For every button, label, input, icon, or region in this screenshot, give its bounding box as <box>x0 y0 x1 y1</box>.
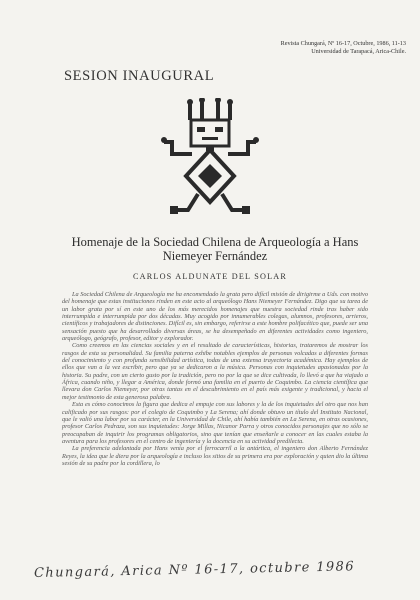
author-name: CARLOS ALDUNATE DEL SOLAR <box>132 272 288 281</box>
paragraph: La Sociedad Chilena de Arqueología me ha encomendado la grata pero difícil misión de dirigirme a Uds. con motivo del homenaje que estas instituciones rinden en este acto al arqueólogo Hans Niemeyer Fernández. Digo que su tarea de un labor grata por sí en este uno de los más merecidos homenajes que nuestra sociedad rinde tras haber sido interrumpida e ínterrumpida por dos décadas. Muy acogido por innumerables colegas, alumnos, profesores, arrieros, científicos y trabajadores de distinciones. Difícil es, sin embargo, referirse a este hombre polifacético que, puede ser una sensación puesto que ha desarrollado diversas áreas, se ha desempeñado en diferentes actividades como ingeniero, arqueólogo, geógrafo, profesor, editor y explorador. <box>62 291 368 343</box>
section-title: SESION INAUGURAL <box>64 68 215 84</box>
citation-line-1: Revista Chungará, Nº 16-17, Octubre, 1986, 11-13 <box>280 40 406 47</box>
article-title-line-2: Niemeyer Fernández <box>162 249 268 263</box>
paragraph: Como creemos en las ciencias sociales y en el resultado de características, historias, trataremos de mostrar los rasgos de esta su personalidad. Su familia paterna exhibe notables ejemplos de personas volcadas a diferentes formas del conocimiento y con profunda sensibilidad artística, todas de una extensa trayectoria académica. Hay ejemplos de ellos que van a la vez escribir, pero que ya se dedicaron a la música. Personas con inquietudes apasionadas por la historia. Su padre, con un cierto gusto por la tradición, pero no por la que se dice cultivada, lo llevó a que ha viajado a África, cuando niño, y llegar a América, donde formó una familia en el puerto de Coquimbo. La ciencia científica que llevara don Carlos Niemeyer, por otras tantas en el descubrimiento en el país más exigente y tradicional, y hacia el mejor testimonio de esta generosa palabra. <box>62 342 368 401</box>
article-title-line-1: Homenaje de la Sociedad Chilena de Arqueología a Hans <box>71 235 359 249</box>
article-title <box>70 235 360 263</box>
body-text <box>62 291 368 467</box>
handwritten-note: Chungará, Arica Nº 16-17, octubre 1986 <box>33 559 356 581</box>
paragraph: La preferencia adelantada por Hans venía por el ferrocarril a la antártica, el ingeniero don Alberto Fernández Reyes, la idea que le diera por la arqueología e incluso los sitios de su primera era por exploración y quien dio la última sesión de su padre por la cordillera, lo <box>62 445 368 467</box>
journal-citation <box>236 40 406 56</box>
andean-figure-emblem-icon <box>158 98 262 220</box>
citation-line-2: Universidad de Tarapacá, Arica-Chile. <box>311 48 406 55</box>
paragraph: Esta es cómo conocimos la figura que dedica el empuje con sus labores y la de los inquietudes del otro que nos han calificado por sus rasgos: por el colegio de Coquimbo y La Serena; ahí donde obtuvo un título del Instituto Nacional, que le valió una labor por su carácter, en la Universidad de Chile, ahí había también en La Serena, en otras ocasiones, profesor Carlos Pedraza, son sus inquietudes: Jorge Millas, Nicanor Parra y otros conocidos personajes que no sólo se preocupaban de inquirir los programas obligatorios, sino que tenían que enseñarle a conocer en las cuales estaba la aventura para los profesores en el centro de ingeniería y la docencia en su actividad predilecta. <box>62 401 368 445</box>
